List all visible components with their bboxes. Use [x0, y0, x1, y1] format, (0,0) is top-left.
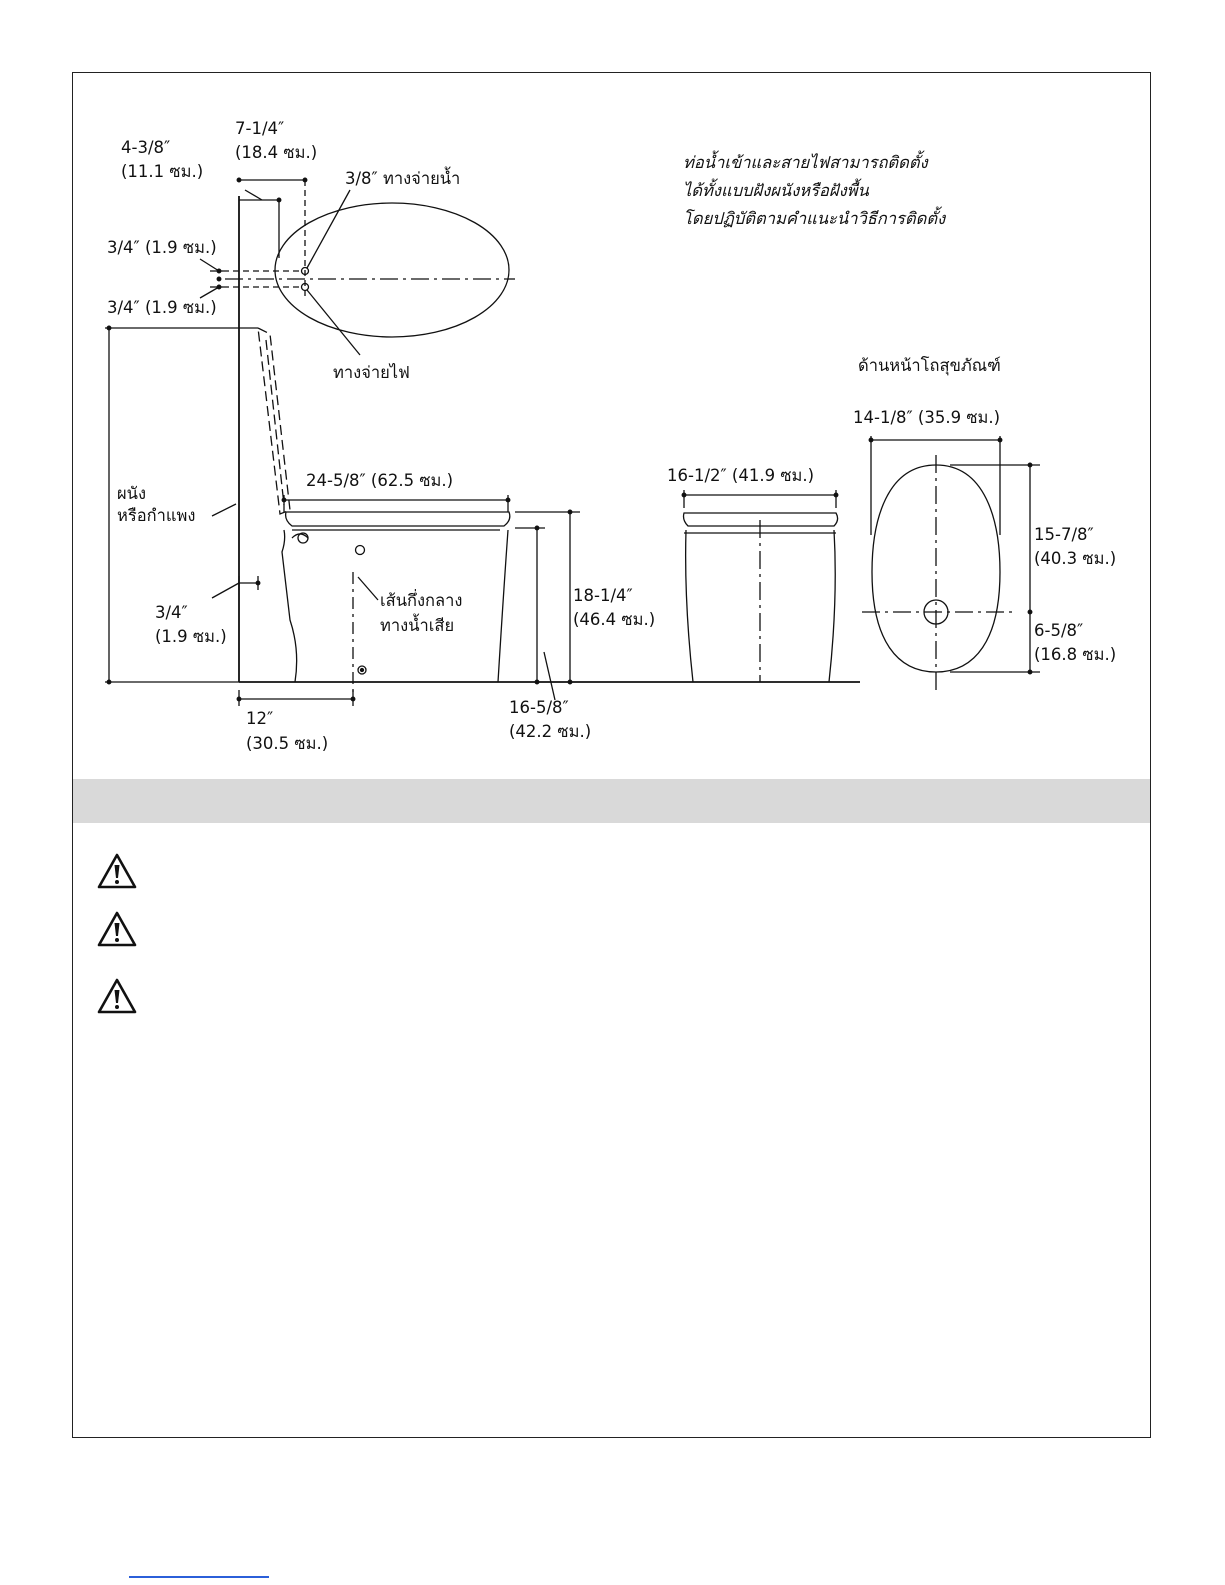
height-rim-metric: (42.2 ซม.) — [509, 722, 592, 741]
side-seat-outline — [286, 512, 510, 526]
warning-icon — [96, 852, 138, 890]
bowl-width-label: 14-1/8″ (35.9 ซม.) — [853, 408, 1001, 427]
seat-top-outline — [275, 203, 509, 337]
warning-icon — [96, 977, 138, 1015]
install-note-line-1: ท่อน้ำเข้าและสายไฟสามารถติดตั้ง — [683, 153, 928, 172]
dim-3-4-upper-label: 3/4″ (1.9 ซม.) — [107, 238, 217, 257]
front-width-label: 16-1/2″ (41.9 ซม.) — [667, 466, 815, 485]
dim-7-1-4-label: 7-1/4″ — [235, 119, 285, 138]
height-seat-label: 18-1/4″ — [573, 586, 633, 605]
drain-center-line-1: เส้นกึ่งกลาง — [380, 591, 463, 610]
install-note-line-3: โดยปฏิบัติตามคำแนะนำวิธีการติดตั้ง — [683, 209, 946, 228]
dim-3-4-lower-label: 3/4″ (1.9 ซม.) — [107, 298, 217, 317]
dim-4-3-8-metric: (11.1 ซม.) — [121, 162, 204, 181]
rough-in-label: 12″ — [246, 709, 274, 728]
wall-label-line-2: หรือกำแพง — [117, 506, 196, 525]
side-circle-1 — [356, 546, 365, 555]
dim-4-3-8-label: 4-3/8″ — [121, 138, 171, 157]
height-seat-metric: (46.4 ซม.) — [573, 610, 656, 629]
wall-label-line-1: ผนัง — [117, 484, 147, 503]
length-label: 24-5/8″ (62.5 ซม.) — [306, 471, 454, 490]
power-supply-label: ทางจ่ายไฟ — [333, 363, 410, 382]
warning-icon — [96, 910, 138, 948]
install-note-line-2: ได้ทั้งแบบฝังผนังหรือฝังพื้น — [683, 181, 869, 200]
dim-7-1-4-metric: (18.4 ซม.) — [235, 143, 318, 162]
height-rim-label: 16-5/8″ — [509, 698, 569, 717]
footer-link-underline[interactable] — [129, 1576, 269, 1578]
side-lid-outline — [258, 328, 290, 514]
bowl-front-len-label: 15-7/8″ — [1034, 525, 1094, 544]
section-header-band — [73, 779, 1150, 823]
water-supply-label: 3/8″ ทางจ่ายน้ำ — [345, 169, 461, 188]
bowl-rear-len-label: 6-5/8″ — [1034, 621, 1084, 640]
drain-center-line-2: ทางน้ำเสีย — [380, 616, 455, 635]
side-body-outline — [282, 530, 297, 682]
front-view-title: ด้านหน้าโถสุขภัณฑ์ — [858, 356, 1001, 375]
gap-3-4-label: 3/4″ — [155, 603, 188, 622]
rough-in-metric: (30.5 ซม.) — [246, 734, 329, 753]
gap-3-4-metric: (1.9 ซม.) — [155, 627, 227, 646]
bowl-rear-len-metric: (16.8 ซม.) — [1034, 645, 1117, 664]
bowl-front-len-metric: (40.3 ซม.) — [1034, 549, 1117, 568]
